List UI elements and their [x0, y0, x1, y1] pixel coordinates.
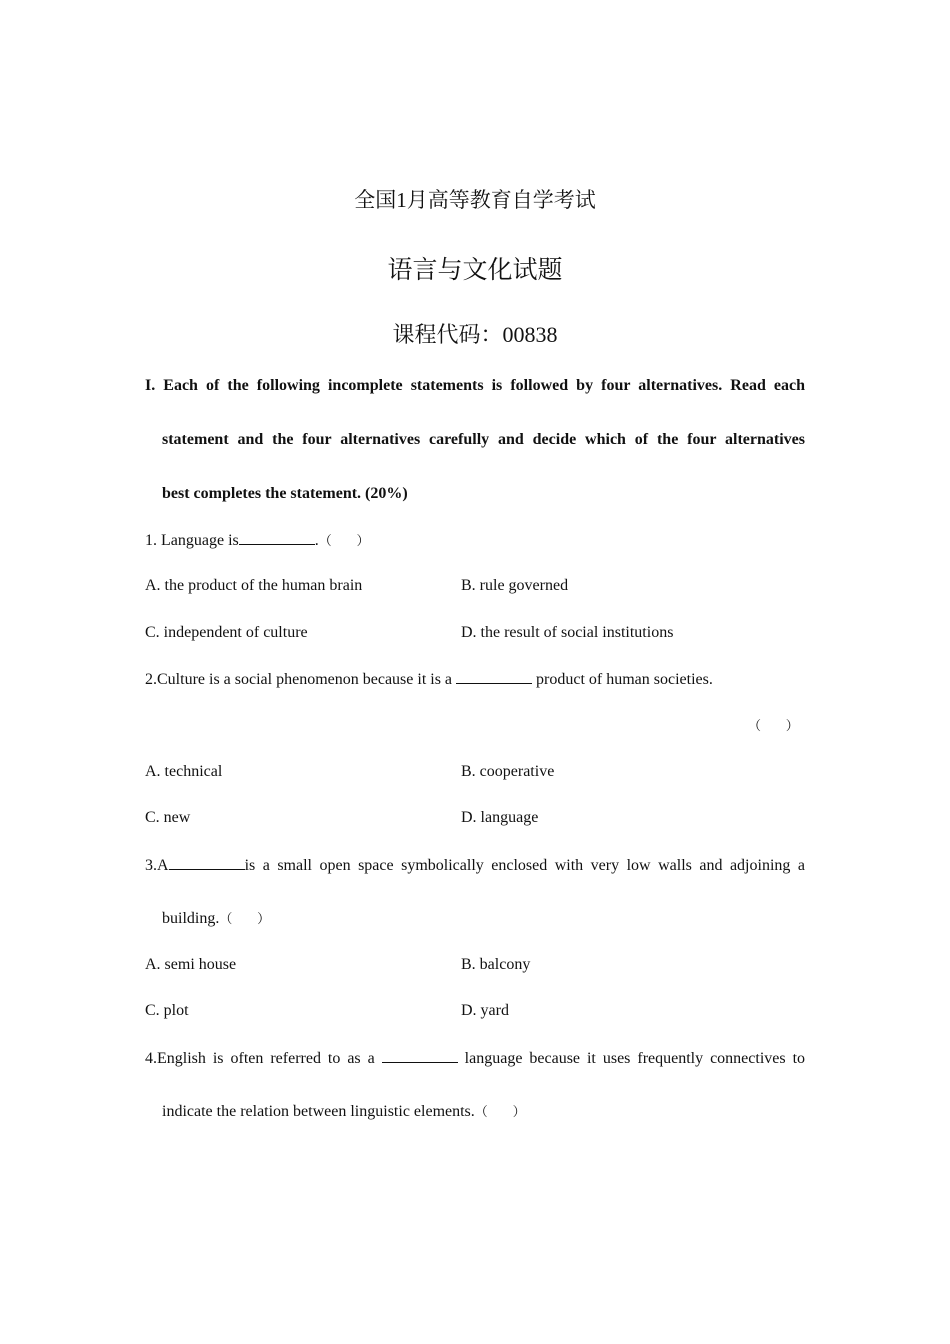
question-3-option-a: A. semi house: [145, 956, 237, 973]
course-code: 课程代码：00838: [392, 322, 558, 347]
question-2-answer-parentheses: （ ）: [748, 719, 799, 734]
section-instruction-line-2: statement and the four alternatives carefully and decide which of the four alternatives: [162, 431, 805, 448]
answer-blank: [382, 1048, 458, 1063]
question-4: 4.English is often referred to as a language because it uses frequently connectives to: [145, 1050, 806, 1067]
subject-title: 语言与文化试题: [387, 257, 563, 284]
answer-blank: [169, 855, 245, 870]
answer-parentheses: （ ）: [474, 1105, 526, 1120]
answer-parentheses: （ ）: [219, 912, 271, 927]
question-2-option-c: C. new: [145, 809, 191, 826]
question-2-option-a: A. technical: [145, 763, 223, 780]
question-1: 1. Language is .（ ）: [145, 530, 370, 552]
question-1-option-b: B. rule governed: [461, 577, 569, 594]
question-1-option-c: C. independent of culture: [145, 624, 308, 641]
question-2: 2.Culture is a social phenomenon because it is a product of human societies.: [145, 671, 713, 688]
section-instruction-line-1: I. Each of the following incomplete statements is followed by four alternatives. Read each: [145, 377, 805, 394]
answer-parentheses: （ ）: [318, 534, 370, 549]
question-3: 3.A is a small open space symbolically enclosed with very low walls and adjoining a: [145, 857, 805, 874]
answer-blank: [456, 669, 532, 684]
question-4-text: 4.English is often referred to as a: [145, 1050, 375, 1067]
exam-title: 全国1月高等教育自学考试: [354, 188, 596, 212]
question-1-text: 1. Language is: [145, 532, 239, 549]
section-instruction-line-3: best completes the statement. (20%): [162, 485, 408, 502]
question-3-line-2: building.（ ）: [162, 909, 270, 930]
question-1-option-a: A. the product of the human brain: [145, 577, 363, 594]
question-3-text: 3.A: [145, 857, 169, 874]
question-2-option-b: B. cooperative: [461, 763, 555, 780]
question-2-text: 2.Culture is a social phenomenon because it is a: [145, 671, 453, 688]
question-4-line-2: indicate the relation between linguistic elements.（ ）: [162, 1102, 526, 1123]
answer-blank: [239, 530, 315, 545]
question-3-option-d: D. yard: [461, 1002, 509, 1019]
question-2-option-d: D. language: [461, 809, 539, 826]
question-3-option-b: B. balcony: [461, 956, 531, 973]
question-1-option-d: D. the result of social institutions: [461, 624, 674, 641]
question-3-option-c: C. plot: [145, 1002, 189, 1019]
